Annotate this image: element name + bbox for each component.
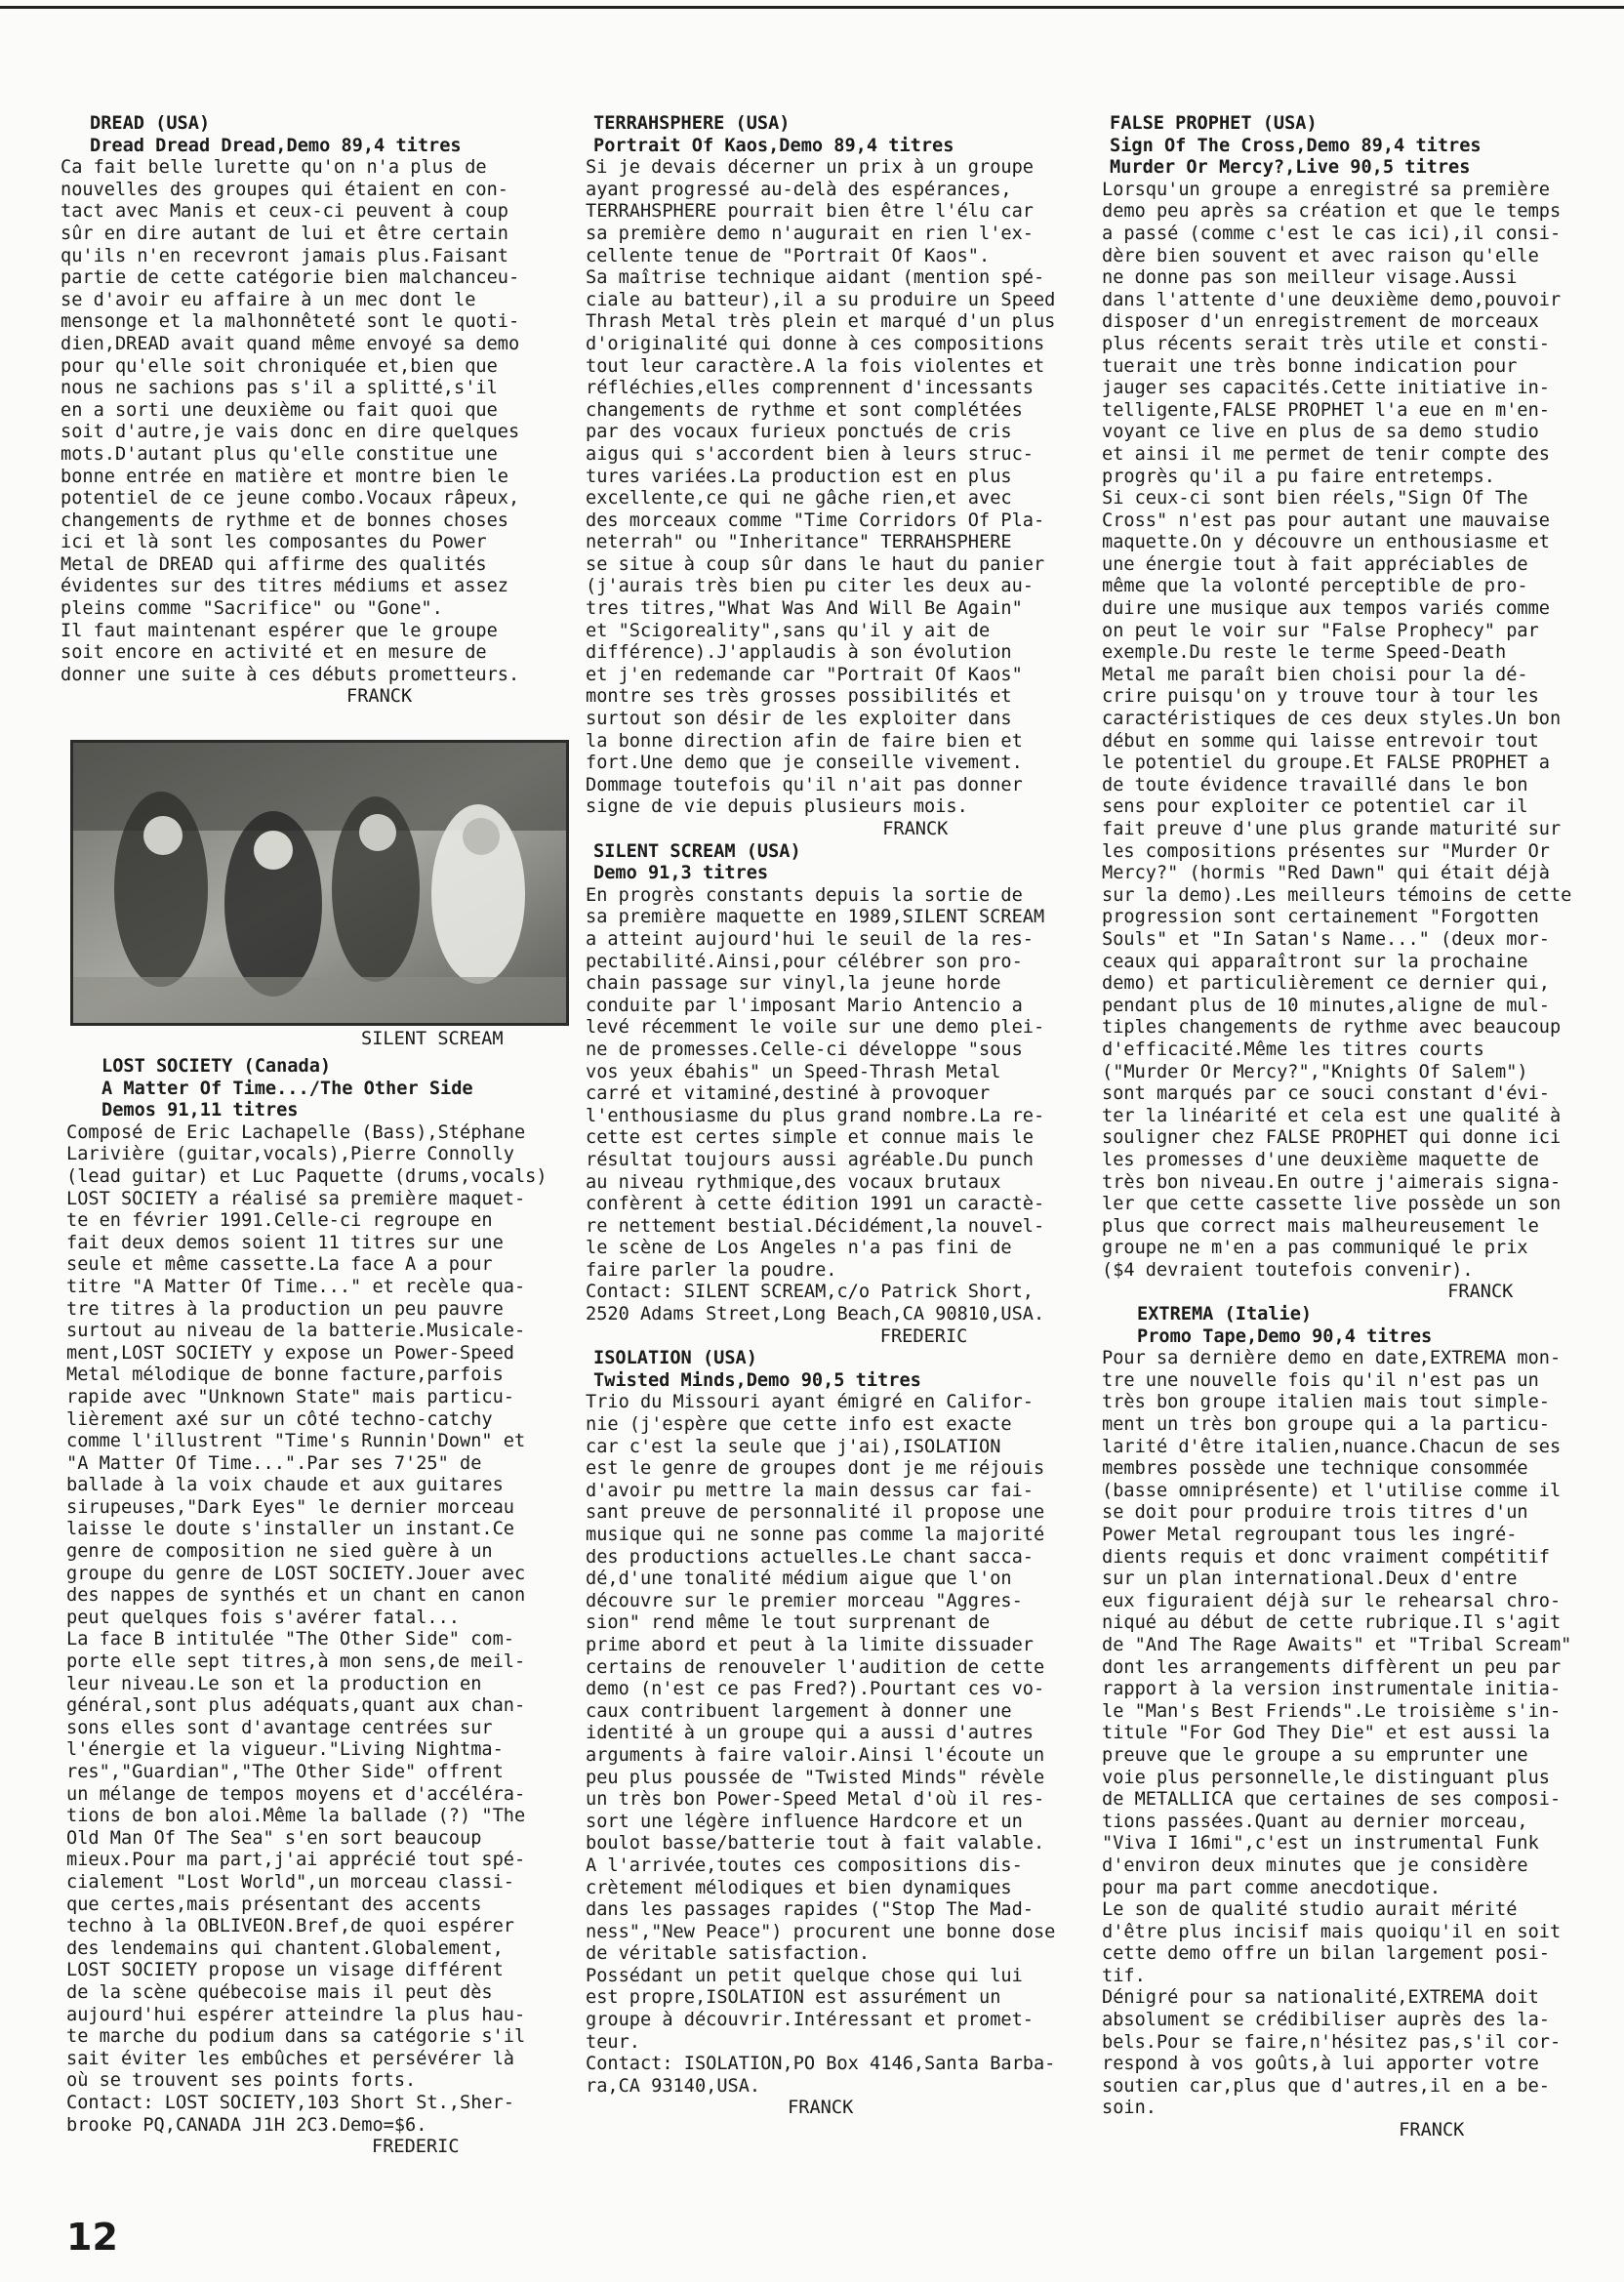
text-line: Old Man Of The Sea" s'en sort beaucoup [66,1827,482,1849]
text-line: la bonne direction afin de faire bien et [586,730,1023,752]
review-heading-line: Sign Of The Cross,Demo 89,4 titres [1110,135,1482,156]
text-line: plus récents serait très utile et consti- [1102,333,1550,354]
top-border-line [0,6,1624,9]
text-line: eux figuraient déjà sur le rehearsal chro- [1102,1590,1562,1611]
text-line: LOST SOCIETY a réalisé sa première maquet- [66,1188,526,1209]
text-line: ler que cette cassette live possède un son [1102,1194,1562,1215]
text-line: résultat toujours aussi agréable.Du punch [586,1149,1034,1170]
text-line: mots.D'autant plus qu'elle constitue une [61,443,498,465]
text-line: tions de bon aloi.Même la ballade (?) "The [66,1806,526,1827]
text-line: même que la volonté perceptible de pro- [1102,576,1528,597]
text-line: arguments à faire valoir.Ainsi l'écoute un [586,1744,1045,1766]
column-1-top [61,113,519,709]
text-line: partie de cette catégorie bien malchanceu- [61,267,520,289]
text-line: tres titres,"What Was And Will Be Again" [586,598,1023,620]
text-line: d'avoir pu mettre la main dessus car fai- [586,1480,1034,1501]
text-line: d'environ deux minutes que je considère [1102,1854,1528,1876]
text-line: aujourd'hui espérer atteindre la plus hau- [66,2004,526,2025]
text-line: sens pour exploiter ce potentiel car il [1102,796,1528,818]
review-heading-line: A Matter Of Time.../The Other Side [102,1078,473,1099]
text-line: Power Metal regroupant tous les ingré- [1102,1525,1518,1545]
text-line: tiples changements de rythme avec beaucoup [1102,1017,1562,1039]
review-signature: FRANCK [882,819,949,839]
band-photo-image [73,743,566,1023]
text-line: excellente,ce qui ne gâche rien,et avec [586,488,1012,509]
text-line: de véritable satisfaction. [586,1943,871,1965]
text-line: nie (j'espère que cette info est exacte [586,1414,1012,1436]
text-line: sort une légère influence Hardcore et un [586,1811,1023,1832]
text-line: découvre sur le premier morceau "Aggres- [586,1590,1023,1611]
text-line: très bon niveau.En outre j'aimerais signa- [1102,1171,1562,1193]
text-line: pour qu'elle soit chroniquée et,bien que [61,355,498,377]
text-line: et "Scigoreality",sans qu'il y ait de [586,620,991,641]
text-line: ter la linéarité et cela est une qualité à [1102,1105,1562,1126]
text-line: des morceaux comme "Time Corridors Of Pla- [586,509,1045,531]
text-line: musique qui ne sonne pas comme la majorité [586,1525,1045,1545]
text-line: une énergie tout à fait appréciables de [1102,553,1528,575]
text-line: montre ses très grosses possibilités et [586,686,1012,708]
text-line: Contact: ISOLATION,PO Box 4146,Santa Barba- [586,2054,1056,2075]
text-line: peu plus poussée de "Twisted Minds" révèle [586,1767,1045,1788]
text-line: certains de renouveler l'audition de cette [586,1656,1045,1678]
text-line: les compositions présentes sur "Murder Or [1102,840,1550,862]
text-line: duire une musique aux tempos variés comme [1102,598,1550,620]
text-line: (j'aurais très bien pu citer les deux au- [586,576,1034,597]
text-line: caractéristiques de ces deux styles.Un bon [1102,709,1562,730]
text-line: ayant progressé au-delà des espérances, [586,179,1012,200]
text-line: se doit pour produire trois titres d'un [1102,1502,1528,1524]
text-line: rapport à la version instrumentale initia- [1102,1679,1562,1700]
text-line: sur la demo).Les meilleurs témoins de cette [1102,884,1572,906]
text-line: pour ma part comme anecdotique. [1102,1877,1441,1898]
text-line: A l'arrivée,toutes ces compositions dis- [586,1854,1023,1876]
text-line: groupe à découvrir.Intéressant et promet- [586,2010,1034,2031]
text-line: Trio du Missouri ayant émigré en Califor- [586,1392,1034,1413]
text-line: comme l'illustrent "Time's Runnin'Down" et [66,1431,526,1452]
text-line: tions passées.Quant au dernier morceau, [1102,1811,1528,1832]
column-2 [586,113,1055,2120]
review-signature: FRANCK [346,686,413,708]
text-line: faire parler la poudre. [586,1259,837,1281]
text-line: levé récemment le voile sur une demo plei- [586,1017,1045,1039]
text-line: est propre,ISOLATION est assurément un [586,1987,1001,2009]
text-line: dans l'attente d'une deuxième demo,pouvoir [1102,289,1562,310]
text-line: les promesses d'une deuxième maquette de [1102,1149,1539,1170]
text-line: bonne entrée en matière et montre bien le [61,466,508,487]
text-line: Pour sa dernière demo en date,EXTREMA mon- [1102,1348,1562,1369]
text-line: Si ceux-ci sont bien réels,"Sign Of The [1102,488,1528,509]
text-line: de "And The Rage Awaits" et "Tribal Scream" [1102,1634,1572,1655]
text-line: est le genre de groupes dont je me réjouis [586,1458,1045,1480]
review-heading-line: Promo Tape,Demo 90,4 titres [1137,1325,1433,1347]
text-line: le scène de Los Angeles n'a pas fini de [586,1238,1012,1259]
text-line: techno à la OBLIVEON.Bref,de quoi espérer [66,1916,514,1937]
text-line: pectabilité.Ainsi,pour célébrer son pro- [586,951,1023,972]
text-line: au niveau rythmique,des vocaux brutaux [586,1171,1001,1193]
text-line: maquette.On y découvre un enthousiasme et [1102,532,1550,553]
text-line: cette est certes simple et connue mais le [586,1127,1034,1149]
text-line: de la scène québecoise mais il peut dès [66,1981,493,2003]
text-line: dont les arrangements diffèrent un peu par [1102,1656,1562,1678]
text-line: prime abord et peut à la limite dissuader [586,1634,1034,1655]
text-line: en a sorti une deuxième ou fait quoi que [61,399,498,421]
text-line: fort.Une demo que je conseille vivement. [586,753,1023,774]
text-line: Composé de Eric Lachapelle (Bass),Stéphane [66,1121,526,1143]
text-line: réfléchies,elles comprennent d'incessants [586,378,1034,399]
text-line: dé,d'une tonalité médium aigue que l'on [586,1569,1012,1590]
text-line: ici et là sont les composantes du Power [61,532,487,553]
text-line: ciale au batteur),il a su produire un Speed [586,289,1056,310]
text-line: donner une suite à ces débuts prometteurs. [61,664,520,685]
text-line: "Viva I 16mi",c'est un instrumental Funk [1102,1833,1539,1854]
review-heading-line: DREAD (USA) [90,113,211,134]
text-line: rapide avec "Unknown State" mais particu- [66,1386,514,1407]
text-line: lièrement axé sur un côté techno-catchy [66,1408,493,1430]
text-line: vos yeux ébahis" un Speed-Thrash Metal [586,1061,1001,1082]
text-line: souligner chez FALSE PROPHET qui donne ici [1102,1127,1562,1149]
text-line: tout leur caractère.A la fois violentes et [586,355,1045,377]
text-line: ("Murder Or Mercy?","Knights Of Salem") [1102,1061,1528,1082]
review-heading-line: Demos 91,11 titres [102,1100,299,1121]
column-1-bottom [66,1056,548,2159]
review-heading-line: FALSE PROPHET (USA) [1110,113,1318,134]
text-line: seule et même cassette.La face A a pour [66,1254,493,1276]
text-line: Metal de DREAD qui affirme des qualités [61,553,487,575]
text-line: peut quelques fois s'avérer fatal... [66,1607,460,1628]
text-line: ($4 devraient toutefois convenir). [1102,1259,1474,1281]
text-line: évidentes sur des titres médiums et assez [61,576,508,597]
text-line: sant preuve de personnalité il propose une [586,1502,1045,1524]
text-line: tact avec Manis et ceux-ci peuvent à coup [61,201,508,223]
text-line: groupe ne m'en a pas communiqué le prix [1102,1238,1528,1259]
text-line: larité d'être italien,nuance.Chacun de ses [1102,1436,1562,1457]
text-line: sirupeuses,"Dark Eyes" le dernier morceau [66,1496,514,1518]
text-line: potentiel de ce jeune combo.Vocaux râpeux, [61,488,520,509]
text-line: carré et vitaminé,destiné à provoquer [586,1083,991,1105]
text-line: sûr en dire autant de lui et être certain [61,223,508,244]
text-line: Larivière (guitar,vocals),Pierre Connolly [66,1144,514,1165]
text-line: (basse omniprésente) et l'utilise comme il [1102,1480,1562,1501]
text-line: exemple.Du reste le terme Speed-Death [1102,642,1507,664]
text-line: dien,DREAD avait quand même envoyé sa demo [61,333,520,354]
text-line: le potentiel du groupe.Et FALSE PROPHET a [1102,753,1550,774]
text-line: nouvelles des groupes qui étaient en con- [61,179,508,200]
text-line: l'enthousiasme du plus grand nombre.La re- [586,1105,1045,1126]
text-line: dans les passages rapides ("Stop The Mad- [586,1899,1034,1921]
text-line: Cross" n'est pas pour autant une mauvaise [1102,509,1550,531]
column-3 [1102,113,1571,2142]
text-line: soin. [1102,2098,1157,2119]
text-line: on peut le voir sur "False Prophecy" par [1102,620,1539,641]
text-line: groupe du genre de LOST SOCIETY.Jouer avec [66,1563,526,1584]
text-line: porte elle sept titres,à mon sens,de meil- [66,1651,526,1673]
text-line: conduite par l'imposant Mario Antencio a [586,995,1023,1016]
text-line: respond à vos goûts,à lui apporter votre [1102,2054,1539,2075]
text-line: Contact: SILENT SCREAM,c/o Patrick Short, [586,1282,1034,1303]
review-heading-line: Demo 91,3 titres [593,863,769,884]
text-line: début en somme qui laisse entrevoir tout [1102,730,1539,752]
text-line: niqué au début de cette rubrique.Il s'agit [1102,1612,1562,1634]
review-heading-line: LOST SOCIETY (Canada) [102,1056,332,1077]
text-line: Thrash Metal très plein et marqué d'un plus [586,311,1056,333]
text-line: sion" rend même le tout surprenant de [586,1612,991,1634]
text-line: ness","New Peace") procurent une bonne dose [586,1921,1056,1942]
review-signature: FRANCK [1399,2120,1465,2141]
text-line: progression sont certainement "Forgotten [1102,907,1539,928]
text-line: pendant plus de 10 minutes,aligne de mul- [1102,995,1550,1016]
review-signature: FREDERIC [879,1325,968,1347]
text-line: ne de promesses.Celle-ci développe "sous [586,1039,1023,1060]
text-line: signe de vie depuis plusieurs mois. [586,796,968,818]
text-line: titre "A Matter Of Time..." et recèle qua- [66,1276,526,1297]
text-line: re nettement bestial.Décidément,la nouvel- [586,1215,1045,1237]
text-line: changements de rythme et de bonnes choses [61,509,508,531]
text-line: te marche du podium dans sa catégorie s'il [66,2026,526,2048]
text-line: le "Man's Best Friends".Le troisième s'in- [1102,1700,1562,1722]
text-line: Lorsqu'un groupe a enregistré sa première [1102,179,1550,200]
text-line: l'énergie et la vigueur."Living Nightma- [66,1739,504,1761]
text-line: soit encore en activité et en mesure de [61,642,487,664]
text-line: mieux.Pour ma part,j'ai apprécié tout spé- [66,1850,526,1871]
text-line: de toute évidence travaillé dans le bon [1102,774,1528,795]
text-line: demo) et particulièrement ce dernier qui, [1102,973,1550,995]
review-heading-line: Dread Dread Dread,Demo 89,4 titres [90,135,462,156]
text-line: Possédant un petit quelque chose qui lui [586,1965,1023,1986]
text-line: membres possède une technique consommée [1102,1458,1528,1480]
text-line: Ca fait belle lurette qu'on n'a plus de [61,157,487,179]
text-line: sons elles sont d'avantage centrées sur [66,1717,493,1738]
text-line: nous ne sachions pas s'il a splitté,s'il [61,378,498,399]
text-line: te en février 1991.Celle-ci regroupe en [66,1210,493,1232]
text-line: ceaux qui apparaîtront sur la prochaine [1102,951,1528,972]
text-line: La face B intitulée "The Other Side" com- [66,1629,514,1650]
text-line: plus que correct mais malheureusement le [1102,1215,1539,1237]
photo-caption: SILENT SCREAM [361,1029,504,1049]
text-line: sa première maquette en 1989,SILENT SCREAM [586,907,1045,928]
text-line: a passé (comme c'est le cas ici),il consi- [1102,223,1562,244]
text-line: sont marqués par ce souci constant d'évi- [1102,1083,1550,1105]
text-line: titule "For God They Die" et est aussi la [1102,1723,1550,1744]
text-line: dients requis et donc vraiment compétitif [1102,1546,1550,1568]
text-line: général,sont plus adéquats,quant aux chan- [66,1695,526,1717]
text-line: un mélange de tempos moyens et d'accéléra- [66,1783,526,1805]
text-line: sa première demo n'augurait en rien l'ex- [586,223,1034,244]
text-line: tre titres à la production un peu pauvre [66,1298,504,1320]
text-line: "A Matter Of Time...".Par ses 7'25" de [66,1452,482,1474]
text-line: cellente tenue de "Portrait Of Kaos". [586,245,991,266]
review-heading-line: Twisted Minds,Demo 90,5 titres [593,1369,921,1391]
text-line: confèrent à cette édition 1991 un caractè- [586,1194,1045,1215]
text-line: où se trouvent ses points forts. [66,2070,417,2092]
text-line: disposer d'un enregistrement de morceaux [1102,311,1539,333]
text-line: res","Guardian","The Other Side" offrent [66,1762,504,1782]
review-signature: FRANCK [1447,1282,1514,1303]
text-line: d'originalité qui donne à ces compositions [586,333,1045,354]
review-heading-line: EXTREMA (Italie) [1137,1304,1313,1325]
text-line: sait éviter les embûches et persévérer là [66,2048,514,2069]
text-line: caux contribuent largement à donner une [586,1700,1012,1722]
text-line: par des vocaux furieux ponctués de cris [586,422,1012,443]
text-line: Sa maîtrise technique aidant (mention spé- [586,267,1045,289]
text-line: qu'ils n'en recevront jamais plus.Faisant [61,245,508,266]
text-line: a atteint aujourd'hui le seuil de la res- [586,928,1034,950]
text-line: (lead guitar) et Luc Paquette (drums,vocals) [66,1165,548,1187]
text-line: absolument se crédibiliser auprès des la- [1102,2010,1550,2031]
text-line: tures variées.La production est en plus [586,466,1012,487]
text-line: Dénigré pour sa nationalité,EXTREMA doit [1102,1987,1539,2009]
text-line: et j'en redemande car "Portrait Of Kaos" [586,664,1023,685]
text-line: surtout son désir de les exploiter dans [586,709,1012,730]
text-line: sur un plan international.Deux d'entre [1102,1569,1518,1590]
text-line: Le son de qualité studio aurait mérité [1102,1899,1518,1921]
text-line: Si je devais décerner un prix à un groupe [586,157,1034,179]
text-line: crètement mélodiques et bien dynamiques [586,1877,1012,1898]
text-line: soit d'autre,je vais donc en dire quelques [61,422,520,443]
text-line: neterrah" ou "Inheritance" TERRAHSPHERE [586,532,1012,553]
text-line: Metal mélodique de bonne facture,parfois [66,1365,504,1386]
text-line: fait preuve d'une plus grande maturité sur [1102,819,1562,839]
text-line: telligente,FALSE PROPHET l'a eue en m'en- [1102,399,1550,421]
text-line: crire puisqu'on y trouve tour à tour les [1102,686,1539,708]
review-heading-line: Murder Or Mercy?,Live 90,5 titres [1110,157,1471,179]
review-heading-line: Portrait Of Kaos,Demo 89,4 titres [593,135,954,156]
text-line: demo peu après sa création et que le temps [1102,201,1562,223]
text-line: de METALLICA que certaines de ses composi- [1102,1789,1562,1811]
text-line: et ainsi il me permet de tenir compte des [1102,443,1550,465]
text-line: changements de rythme et sont complétées [586,399,1023,421]
text-line: ra,CA 93140,USA. [586,2075,761,2097]
text-line: Souls" et "In Satan's Name..." (deux mor- [1102,928,1550,950]
text-line: genre de composition ne sied guère à un [66,1541,493,1563]
text-line: que certes,mais présentant des accents [66,1894,482,1915]
text-line: fait deux demos soient 11 titres sur une [66,1232,504,1253]
text-line: progrès qu'il a pu faire entretemps. [1102,466,1495,487]
text-line: soutien car,plus que d'autres,il en a be- [1102,2075,1550,2097]
review-signature: FREDERIC [372,2137,460,2158]
review-signature: FRANCK [788,2098,854,2119]
text-line: différence).J'applaudis à son évolution [586,642,1012,664]
text-line: un très bon Power-Speed Metal d'où il res- [586,1789,1045,1811]
text-line: se situe à coup sûr dans le haut du panier [586,553,1045,575]
text-line: tre une nouvelle fois qu'il n'est pas un [1102,1369,1539,1391]
text-line: ballade à la voix chaude et aux guitares [66,1475,504,1496]
text-line: TERRAHSPHERE pourrait bien être l'élu car [586,201,1034,223]
text-line: d'être plus incisif mais quoiqu'il en soit [1102,1921,1562,1942]
text-line: voie plus personnelle,le distinguant plus [1102,1767,1550,1788]
text-line: tuerait une très bonne indication pour [1102,355,1518,377]
band-photo [70,740,569,1026]
text-line: très bon groupe italien mais tout simple- [1102,1392,1550,1413]
text-line: voyant ce live en plus de sa demo studio [1102,422,1539,443]
review-heading-line: ISOLATION (USA) [593,1348,757,1369]
text-line: d'efficacité.Même les titres courts [1102,1039,1484,1060]
text-line: mensonge et la malhonnêteté sont le quoti- [61,311,520,333]
text-line: chain passage sur vinyl,la jeune horde [586,973,1001,995]
text-line: teur. [586,2031,640,2053]
text-line: demo (n'est ce pas Fred?).Pourtant ces vo- [586,1679,1045,1700]
text-line: ment,LOST SOCIETY y expose un Power-Speed [66,1342,514,1364]
text-line: surtout au niveau de la batterie.Musicale- [66,1321,526,1342]
text-line: cialement "Lost World",un morceau classi- [66,1871,514,1893]
text-line: Il faut maintenant espérer que le groupe [61,620,498,641]
text-line: car c'est la seule que j'ai),ISOLATION [586,1436,1001,1457]
text-line: ment un très bon groupe qui a la particu- [1102,1414,1550,1436]
text-line: des productions actuelles.Le chant sacca- [586,1546,1034,1568]
text-line: cette demo offre un bilan largement posi- [1102,1943,1550,1965]
text-line: jauger ses capacités.Cette initiative in- [1102,378,1550,399]
text-line: Metal me paraît bien choisi pour la dé- [1102,664,1528,685]
text-line: laisse le doute s'installer un instant.Ce [66,1519,514,1540]
text-line: bels.Pour se faire,n'hésitez pas,s'il cor- [1102,2031,1562,2053]
text-line: LOST SOCIETY propose un visage différent [66,1960,504,1981]
text-line: dère bien souvent et avec raison qu'elle [1102,245,1539,266]
text-line: Mercy?" (hormis "Red Dawn" qui était déjà [1102,863,1550,884]
text-line: aigus qui s'accordent bien à leurs struc- [586,443,1034,465]
text-line: En progrès constants depuis la sortie de [586,884,1023,906]
text-line: Contact: LOST SOCIETY,103 Short St.,Sher- [66,2092,514,2113]
text-line: se d'avoir eu affaire à un mec dont le [61,289,476,310]
page-number: 12 [66,2216,118,2259]
review-heading-line: TERRAHSPHERE (USA) [593,113,791,134]
text-line: Dommage toutefois qu'il n'ait pas donner [586,774,1023,795]
text-line: boulot basse/batterie tout à fait valable. [586,1833,1045,1854]
text-line: preuve que le groupe a su emprunter une [1102,1744,1528,1766]
text-line: des nappes de synthés et un chant en canon [66,1585,526,1607]
text-line: 2520 Adams Street,Long Beach,CA 90810,USA. [586,1304,1045,1325]
text-line: des lendemains qui chantent.Globalement, [66,1937,504,1959]
text-line: pleins comme "Sacrifice" ou "Gone". [61,598,443,620]
text-line: brooke PQ,CANADA J1H 2C3.Demo=$6. [66,2114,427,2136]
text-line: tif. [1102,1965,1146,1986]
text-line: identité à un groupe qui a aussi d'autres [586,1723,1034,1744]
text-line: ne donne pas son meilleur visage.Aussi [1102,267,1518,289]
review-heading-line: SILENT SCREAM (USA) [593,840,801,862]
text-line: leur niveau.Le son et la production en [66,1673,482,1694]
